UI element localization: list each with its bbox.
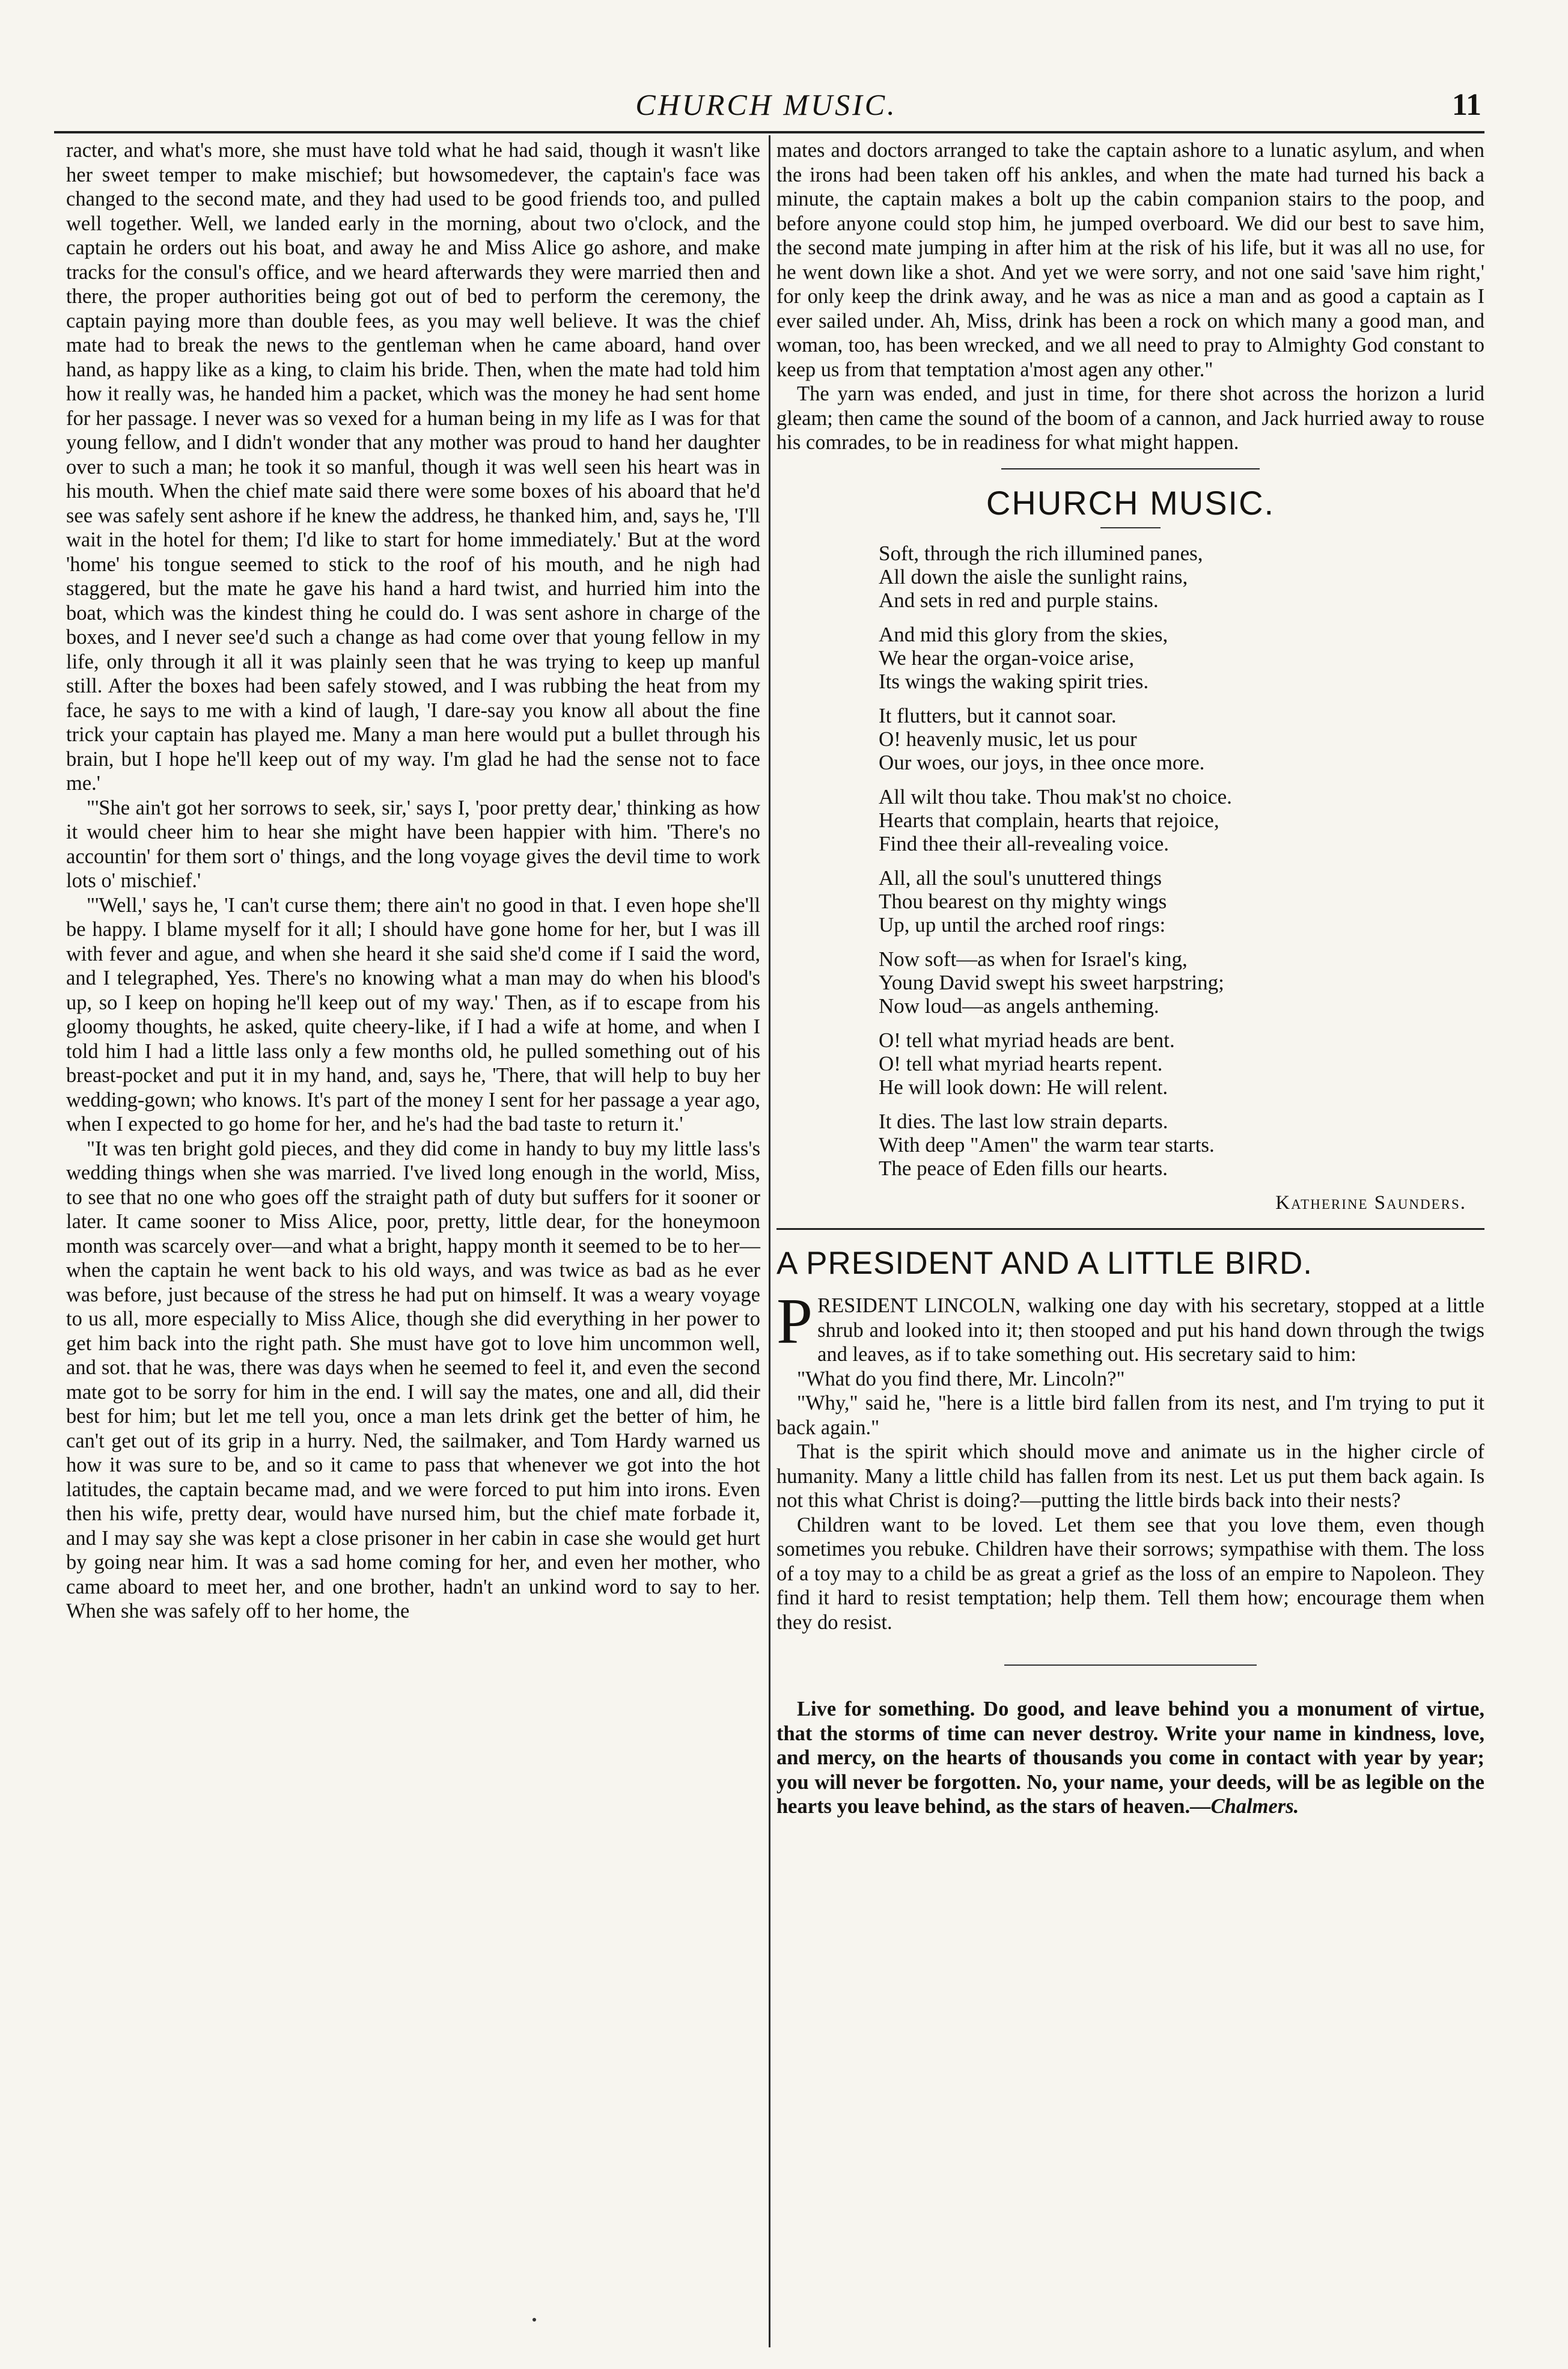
poem-stanza bbox=[879, 947, 1484, 1018]
article-title: A PRESIDENT AND A LITTLE BIRD. bbox=[776, 1246, 1313, 1281]
poem-author: Katherine Saunders. bbox=[1275, 1191, 1466, 1214]
print-mark bbox=[532, 2318, 536, 2322]
header-rule bbox=[54, 131, 1484, 133]
poem-line: Its wings the waking spirit tries. bbox=[879, 669, 1149, 693]
poem-line: Our woes, our joys, in thee once more. bbox=[879, 750, 1205, 774]
article-paragraph bbox=[776, 1286, 1484, 1367]
poem-line: With deep "Amen" the warm tear starts. bbox=[879, 1133, 1215, 1157]
poem-line: All, all the soul's unuttered things bbox=[879, 866, 1162, 890]
poem-line: Now soft—as when for Israel's king, bbox=[879, 947, 1188, 971]
story-paragraph: racter, and what's more, she must have told what he had said, though it wasn't like her sweet temper to make mischief; but howsomedever, the captain's face was changed to the second mate, and they had used to be good friends too, and pulled well together. Well, we landed early in the morning, about two o'clock, and the captain he orders out his boat, and away he and Miss Alice go ashore, and make tracks for the consul's office, and we heard afterwards they were married then and there, the proper authorities being got out of bed to perform the ceremony, the captain paying more than double fees, as you may well believe. It was the chief mate had to break the news to the gentleman when he came aboard, hand over hand, as happy like as a king, to claim his bride. Then, when the mate had told him how it really was, he handed him a packet, which was the money he had sent home for her passage. I never was so vexed for a human being in my life as I was for that young fellow, and I didn't wonder that any mother was proud to hand her daughter over to such a man; he took it so manful, though it was well seen his heart was in his mouth. When the chief mate said there were some boxes of his aboard that he'd see was safely sent ashore if he knew the address, he thanked him, and, says he, 'I'll wait in the hotel for them; I'd like to start for home immediately.' But at the word 'home' his tongue seemed to stick to the roof of his mouth, and he nigh had staggered, but the mate he gave his hand a hard twist, and hurried him into the boat, which was the kindest thing he could do. I was sent ashore in charge of the boxes, and I never see'd such a change as had come over that young fellow in my life, only through it all it was plainly seen that he was trying to keep up manful still. After the boxes had been safely stowed, and I was rubbing the heat from my face, he says to me with a kind of laugh, 'I dare-say you know all about the fine trick your captain has played me. Many a man here would put a bullet through his brain, but I hope he'll keep out of my way. I'm glad he had the sense not to face me.' bbox=[66, 139, 760, 795]
article-paragraph: Children want to be loved. Let them see that you love them, even though sometimes you rebuke. Children have their sorrows; sympathise with them. The loss of a toy may to a child be as great a grief as the loss of an empire to Napoleon. They find it hard to resist temptation; help them. Tell them how; encourage them when they do resist. bbox=[776, 1513, 1484, 1634]
title-underline bbox=[1100, 527, 1161, 528]
poem-stanza bbox=[879, 1029, 1484, 1099]
poem-line: All wilt thou take. Thou mak'st no choice. bbox=[879, 784, 1232, 809]
story-paragraph: "It was ten bright gold pieces, and they did come in handy to buy my little lass's wedding things when she was married. I've lived long enough in the world, Miss, to see that no one who goes off the straight path of duty but suffers for it sooner or later. It came sooner to Miss Alice, poor, pretty, little dear, for the honeymoon month was scarcely over—and what a bright, happy month it seemed to be to her—when the captain he went back to his old ways, and was twice as bad as he ever was before, just because of the stress he had put on himself. It was a weary voyage to us all, more especially to Miss Alice, though she did everything in her power to get him back into the right path. She must have got to love him uncommon well, and sot. that he was, there was days when he seemed to feel it, and even the second mate got to be sorry for him in the end. I will say the mates, one and all, did their best for him; but let me tell you, once a man lets drink get the better of him, he can't get out of its grip in a hurry. Ned, the sailmaker, and Tom Hardy warned us how it was sure to be, and so it came to pass that whenever we got into the hot latitudes, the captain became mad, and we were forced to put him into irons. Even then his wife, pretty dear, would have nursed him, but the chief mate forbade it, and I may say she was kept a close prisoner in her cabin in case she would get hurt by going near him. It was a sad home coming for her, and even her mother, who came aboard to meet her, and one brother, hadn't an unkind word to say to her. When she was safely off to her home, the bbox=[66, 1137, 760, 1622]
poem-line: Young David swept his sweet harpstring; bbox=[879, 970, 1224, 994]
section-divider bbox=[776, 1228, 1484, 1230]
poem-line: And mid this glory from the skies, bbox=[879, 622, 1168, 646]
poem-stanza bbox=[879, 1110, 1484, 1180]
article-paragraph: That is the spirit which should move and animate us in the higher circle of humanity. Many a little child has fallen from its nest. Let us put them back again. Is not this what Christ is doing?—putting the little birds back into their nests? bbox=[776, 1440, 1484, 1512]
poem-stanza bbox=[879, 866, 1484, 937]
section-divider bbox=[1001, 468, 1260, 469]
poem-title: CHURCH MUSIC. bbox=[986, 483, 1275, 522]
column-divider bbox=[769, 135, 770, 2347]
drop-cap: P bbox=[776, 1286, 813, 1357]
running-title: CHURCH MUSIC. bbox=[635, 88, 897, 121]
poem-line: We hear the organ-voice arise, bbox=[879, 646, 1135, 670]
poem-line: Hearts that complain, hearts that rejoice, bbox=[879, 808, 1219, 832]
story-paragraph: "'Well,' says he, 'I can't curse them; there ain't no good in that. I even hope she'll be happy. I blame myself for it all; I should have gone home for her, but I was ill with fever and ague, and when she heard it she said she'd come if I said the word, and I telegraphed, Yes. There's no knowing what a man may do when his blood's up, so I keep on hoping he'll keep out of my way.' Then, as if to escape from his gloomy thoughts, he asked, quite cheery-like, if I had a wife at home, and when I told him I had a little lass only a few months old, he pulled something out of his breast-pocket and put it in my hand, and, says he, 'There, that will help to buy her wedding-gown; who knows. It's part of the money I sent for her passage a year ago, when I expected to go home for her, and he's had the bad taste to return it.' bbox=[66, 893, 760, 1136]
poem bbox=[879, 542, 1484, 1180]
poem-line: The peace of Eden fills our hearts. bbox=[879, 1156, 1168, 1180]
right-column bbox=[776, 138, 1484, 1819]
poem-line: O! heavenly music, let us pour bbox=[879, 727, 1137, 751]
article-paragraph: "What do you find there, Mr. Lincoln?" bbox=[797, 1367, 1125, 1390]
poem-line: Now loud—as angels antheming. bbox=[879, 994, 1159, 1018]
story-paragraph: "'She ain't got her sorrows to seek, sir,' says I, 'poor pretty dear,' thinking as how it would cheer him to hear she might have been happier with him. 'There's no accountin' for them sort o' things, and the long voyage gives the devil time to work lots o' mischief.' bbox=[66, 796, 760, 892]
section-divider bbox=[1004, 1664, 1257, 1666]
poem-line: O! tell what myriad heads are bent. bbox=[879, 1028, 1175, 1052]
poem-line: All down the aisle the sunlight rains, bbox=[879, 564, 1188, 588]
poem-stanza bbox=[879, 785, 1484, 855]
poem-line: Up, up until the arched roof rings: bbox=[879, 912, 1166, 937]
poem-line: It flutters, but it cannot soar. bbox=[879, 703, 1117, 727]
poem-stanza bbox=[879, 704, 1484, 774]
poem-line: It dies. The last low strain departs. bbox=[879, 1109, 1168, 1133]
first-paragraph-text: RESIDENT LINCOLN, walking one day with his secretary, stopped at a little shrub and looked into it; then stooped and put his hand down through the twigs and leaves, as if to take something out. His secretary said to him: bbox=[817, 1294, 1484, 1366]
page-number: 11 bbox=[1451, 88, 1481, 122]
story-paragraph: The yarn was ended, and just in time, for there shot across the horizon a lurid gleam; then came the sound of the boom of a cannon, and Jack hurried away to rouse his comrades, to be in readiness for what might happen. bbox=[776, 382, 1484, 454]
running-header bbox=[51, 87, 1481, 129]
story-paragraph: mates and doctors arranged to take the captain ashore to a lunatic asylum, and when the irons had been taken off his ankles, and when the mate had turned his back a minute, the captain makes a bolt up the cabin companion stairs to the poop, and before anyone could stop him, he jumped overboard. We did our best to save him, the second mate jumping in after him at the risk of his life, but it was all no use, for he went down like a shot. And yet we were sorry, and not one said 'save him right,' for only keep the drink away, and he was as nice a man and as good a captain as I ever sailed under. Ah, Miss, drink has been a rock on which many a good man, and woman, too, has been wrecked, and we all need to pray to Almighty God constant to keep us from that temptation a'most agen any other." bbox=[776, 139, 1484, 381]
article-paragraph: "Why," said he, "here is a little bird fallen from its nest, and I'm trying to put it back again." bbox=[776, 1392, 1484, 1439]
poem-line: And sets in red and purple stains. bbox=[879, 588, 1159, 612]
poem-line: Soft, through the rich illumined panes, bbox=[879, 541, 1203, 565]
closing-paragraph bbox=[776, 1697, 1484, 1819]
closing-attribution: —Chalmers. bbox=[1190, 1795, 1299, 1818]
poem-line: Thou bearest on thy mighty wings bbox=[879, 889, 1167, 913]
poem-stanza bbox=[879, 542, 1484, 612]
poem-line: Find thee their all-revealing voice. bbox=[879, 831, 1170, 855]
poem-line: He will look down: He will relent. bbox=[879, 1075, 1168, 1099]
closing-text: Live for something. Do good, and leave behind you a monument of virtue, that the storms of time can never destroy. Write your name in kindness, love, and mercy, on the hearts of thousands you come in contact with year by year; you will never be forgotten. No, your name, your deeds, will be as legible on the hearts you leave behind, as the stars of heaven. bbox=[776, 1698, 1484, 1818]
poem-stanza bbox=[879, 623, 1484, 693]
poem-line: O! tell what myriad hearts repent. bbox=[879, 1051, 1163, 1075]
left-column bbox=[66, 138, 760, 1624]
